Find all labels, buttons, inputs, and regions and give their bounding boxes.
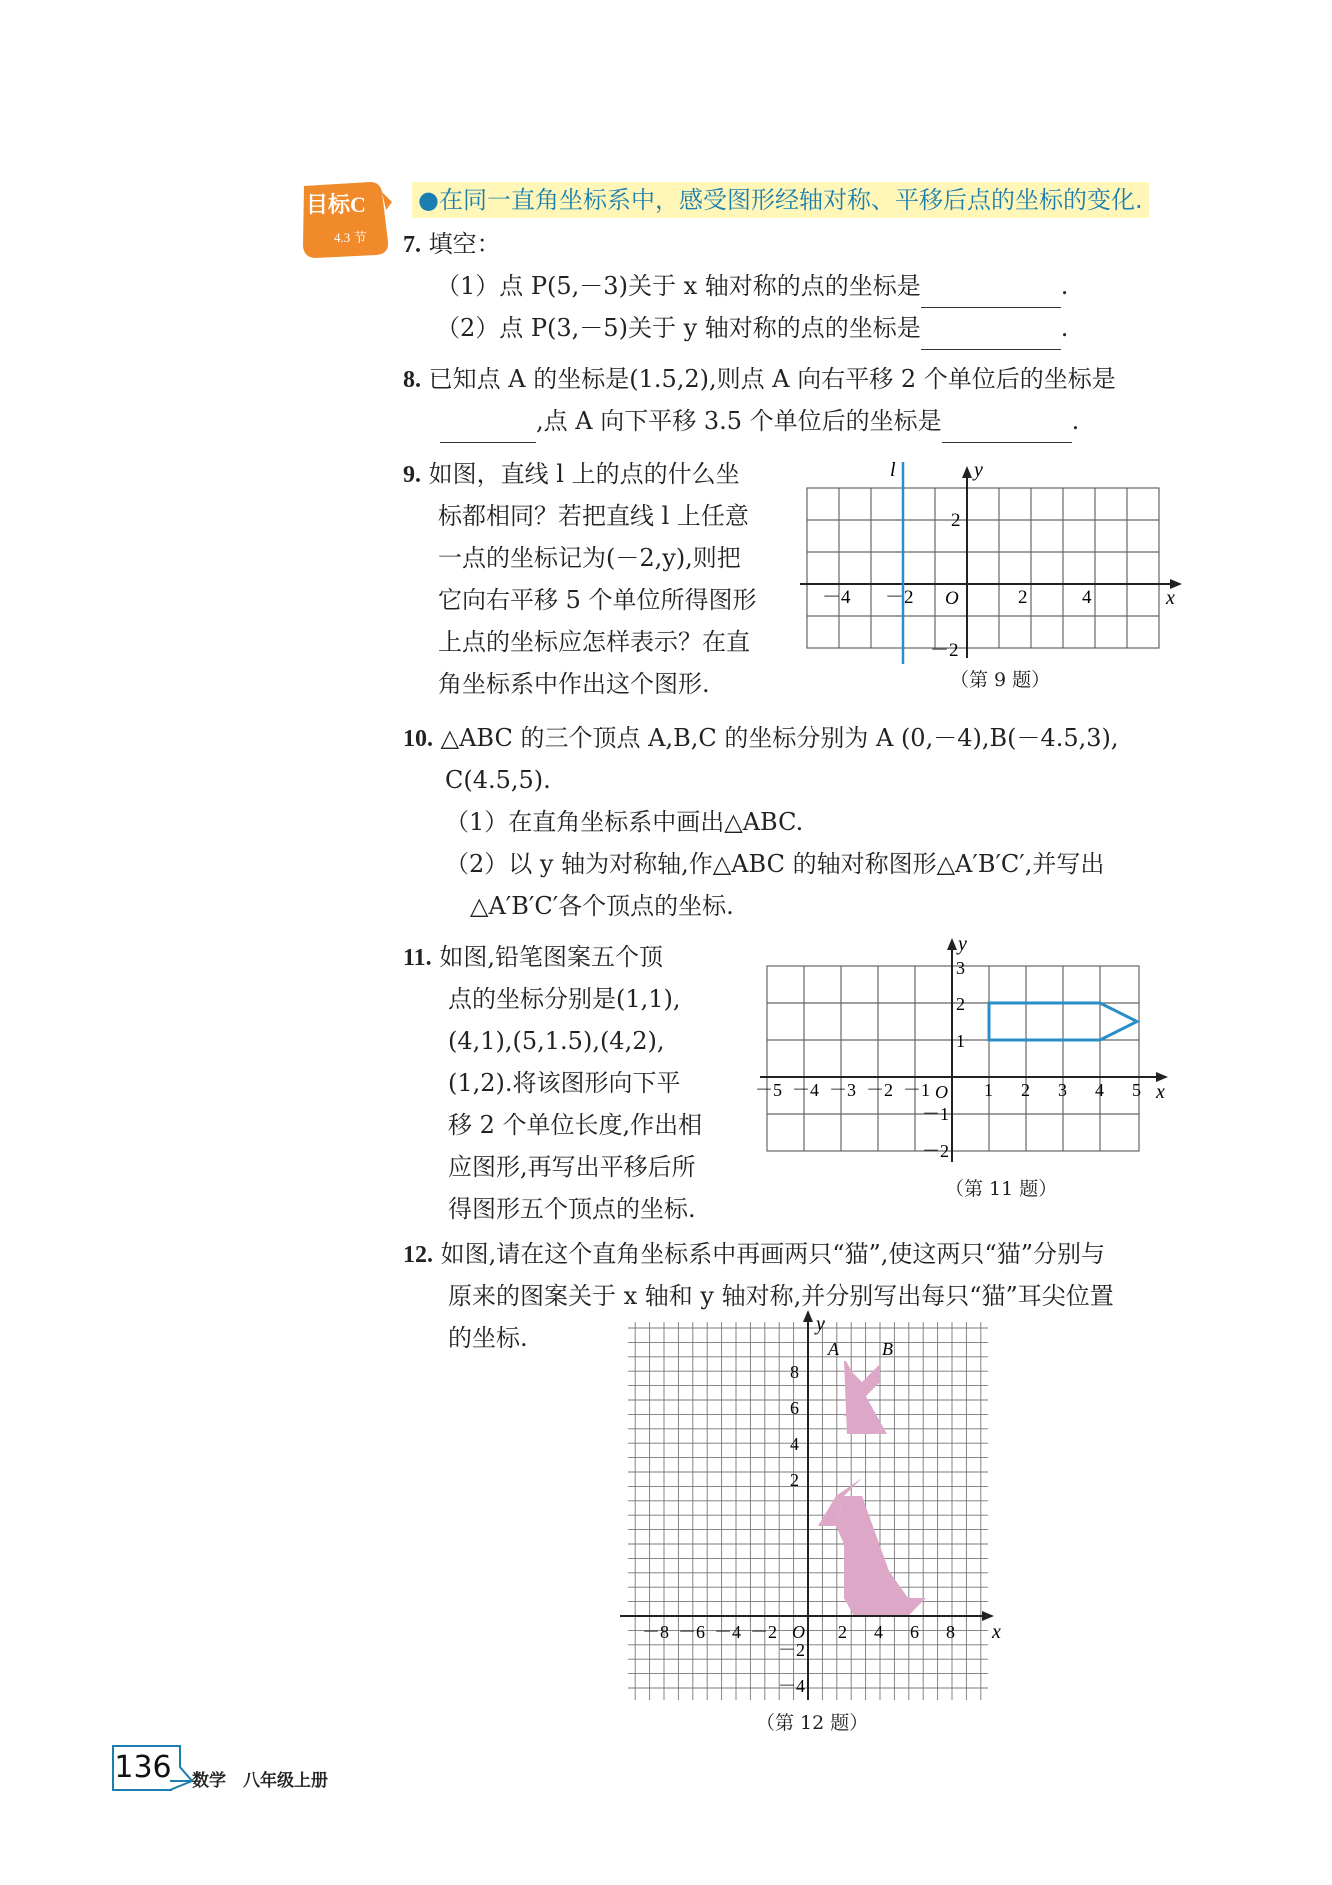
point-b-label: B (882, 1339, 893, 1359)
question-11 (403, 935, 663, 980)
y-tick-label: 1 (956, 1031, 965, 1051)
question-9-line: 一点的坐标记为(－2,y),则把 (438, 544, 741, 572)
footer-subject: 数学 八年级上册 (192, 1771, 328, 1791)
answer-blank[interactable] (921, 277, 1061, 308)
question-11-number: 11. (403, 945, 432, 971)
y-tick-label: 4 (790, 1434, 799, 1454)
x-tick-label: 2 (1021, 1080, 1030, 1100)
question-9-line: 上点的坐标应怎样表示？在直 (438, 628, 750, 656)
question-10-line2: C(4.5,5). (445, 766, 551, 794)
question-10-sub1: （1）在直角坐标系中画出△ABC. (445, 808, 804, 836)
x-tick-label: 4 (1082, 587, 1092, 608)
question-11-line: 如图,铅笔图案五个顶 (439, 943, 663, 971)
x-tick-label: 3 (1058, 1080, 1067, 1100)
question-12-line2: 原来的图案关于 x 轴和 y 轴对称,并分别写出每只“猫”耳尖位置 (448, 1282, 1114, 1310)
period: . (1060, 314, 1069, 342)
y-tick-label: 6 (790, 1398, 799, 1418)
question-10-sub2: （2）以 y 轴为对称轴,作△ABC 的轴对称图形△A′B′C′,并写出 (445, 850, 1105, 878)
question-11-line: 点的坐标分别是(1,1), (448, 985, 681, 1013)
x-tick-label: －3 (829, 1080, 856, 1100)
origin-label: O (792, 1622, 805, 1642)
y-tick-label: 2 (956, 994, 965, 1014)
x-arrow-icon (982, 1611, 994, 1621)
origin-label: O (945, 588, 959, 609)
x-tick-label: －2 (885, 587, 914, 608)
x-tick-label: －5 (755, 1080, 782, 1100)
y-axis-label: y (974, 459, 983, 481)
question-12-caption: （第 12 题） (756, 1712, 869, 1734)
grid (807, 488, 1159, 648)
question-8-line1: 已知点 A 的坐标是(1.5,2),则点 A 向右平移 2 个单位后的坐标是 (428, 365, 1116, 393)
question-11-graph (750, 930, 1190, 1170)
x-tick-label: －6 (678, 1622, 705, 1642)
answer-blank[interactable] (440, 412, 536, 443)
x-tick-label: －1 (903, 1080, 930, 1100)
question-9-line: 标都相同？若把直线 l 上任意 (438, 502, 749, 530)
question-11-line: 应图形,再写出平移后所 (448, 1153, 696, 1181)
question-7-sub1-text: （1）点 P(5,－3)关于 x 轴对称的点的坐标是 (436, 272, 921, 300)
x-tick-label: －8 (642, 1622, 669, 1642)
y-tick-label: －2 (778, 1640, 805, 1660)
answer-blank[interactable] (921, 319, 1061, 350)
question-11-line: 移 2 个单位长度,作出相 (448, 1111, 703, 1139)
question-9-line: 角坐标系中作出这个图形. (438, 670, 710, 698)
x-tick-label: 1 (984, 1080, 993, 1100)
question-8-line2 (440, 399, 1079, 443)
question-10-number: 10. (403, 726, 433, 752)
goal-badge (298, 180, 393, 260)
line-l-label: l (890, 459, 896, 481)
period: . (1071, 407, 1080, 435)
question-8-line2-text: ,点 A 向下平移 3.5 个单位后的坐标是 (536, 407, 942, 435)
x-tick-label: －4 (792, 1080, 819, 1100)
question-7-number: 7. (403, 232, 421, 258)
goal-heading: ●在同一直角坐标系中，感受图形经轴对称、平移后点的坐标的变化. (412, 182, 1149, 218)
question-9-graph (790, 458, 1190, 668)
question-12-line1: 如图,请在这个直角坐标系中再画两只“猫”,使这两只“猫”分别与 (440, 1240, 1105, 1268)
question-7 (403, 222, 501, 267)
x-tick-label: －4 (714, 1622, 741, 1642)
point-a-label: A (828, 1339, 839, 1359)
question-8 (403, 357, 1116, 402)
question-7-sub2 (436, 306, 1068, 350)
y-tick-label: －2 (930, 640, 959, 661)
y-tick-label: 2 (951, 510, 961, 531)
question-9-number: 9. (403, 462, 421, 488)
badge-section-text: 4.3 节 (334, 230, 367, 245)
y-tick-label: 8 (790, 1362, 799, 1382)
y-tick-label: －2 (922, 1141, 949, 1161)
question-10-line1: △ABC 的三个顶点 A,B,C 的坐标分别为 A (0,－4),B(－4.5,3), (440, 724, 1119, 752)
question-7-sub2-text: （2）点 P(3,－5)关于 y 轴对称的点的坐标是 (436, 314, 921, 342)
y-arrow-icon (962, 466, 972, 478)
question-10-sub2b: △A′B′C′各个顶点的坐标. (470, 892, 734, 920)
answer-blank[interactable] (942, 412, 1072, 443)
y-tick-label: 2 (790, 1470, 799, 1490)
question-12-line3: 的坐标. (448, 1324, 528, 1352)
x-tick-label: 4 (874, 1622, 883, 1642)
x-tick-label: 5 (1132, 1080, 1141, 1100)
x-tick-label: －2 (866, 1080, 893, 1100)
x-axis-label: x (1166, 587, 1175, 609)
y-axis-label: y (816, 1313, 825, 1335)
y-arrow-icon (947, 938, 957, 950)
question-11-line: (1,2).将该图形向下平 (448, 1069, 681, 1097)
question-7-stem: 填空： (428, 230, 501, 258)
question-9-line: 它向右平移 5 个单位所得图形 (438, 586, 757, 614)
x-tick-label: 2 (1018, 587, 1028, 608)
origin-label: O (935, 1082, 948, 1102)
x-axis-label: x (1156, 1081, 1165, 1103)
question-12 (403, 1232, 1105, 1277)
x-tick-label: 2 (838, 1622, 847, 1642)
question-8-number: 8. (403, 367, 421, 393)
period: . (1060, 272, 1069, 300)
y-tick-label: －4 (778, 1676, 805, 1696)
y-tick-label: 3 (956, 958, 965, 978)
question-9 (403, 452, 740, 497)
question-11-caption: （第 11 题） (945, 1178, 1058, 1200)
question-9-caption: （第 9 题） (950, 669, 1051, 691)
question-9-line: 如图，直线 l 上的点的什么坐 (428, 460, 740, 488)
y-tick-label: －1 (922, 1104, 949, 1124)
question-10 (403, 716, 1119, 761)
question-11-line: 得图形五个顶点的坐标. (448, 1195, 696, 1223)
question-12-number: 12. (403, 1242, 433, 1268)
x-tick-label: －2 (750, 1622, 777, 1642)
x-tick-label: 4 (1095, 1080, 1104, 1100)
page-number: 136 (112, 1745, 172, 1791)
x-tick-label: －4 (822, 587, 851, 608)
badge-main-text: 目标C (306, 192, 366, 217)
y-arrow-icon (803, 1310, 813, 1322)
question-12-graph (620, 1308, 1010, 1700)
y-axis-label: y (958, 933, 967, 955)
x-tick-label: 8 (946, 1622, 955, 1642)
question-7-sub1 (436, 264, 1068, 308)
question-11-line: (4,1),(5,1.5),(4,2), (448, 1027, 665, 1055)
x-axis-label: x (992, 1621, 1001, 1643)
cat-body (836, 1496, 908, 1616)
x-tick-label: 6 (910, 1622, 919, 1642)
